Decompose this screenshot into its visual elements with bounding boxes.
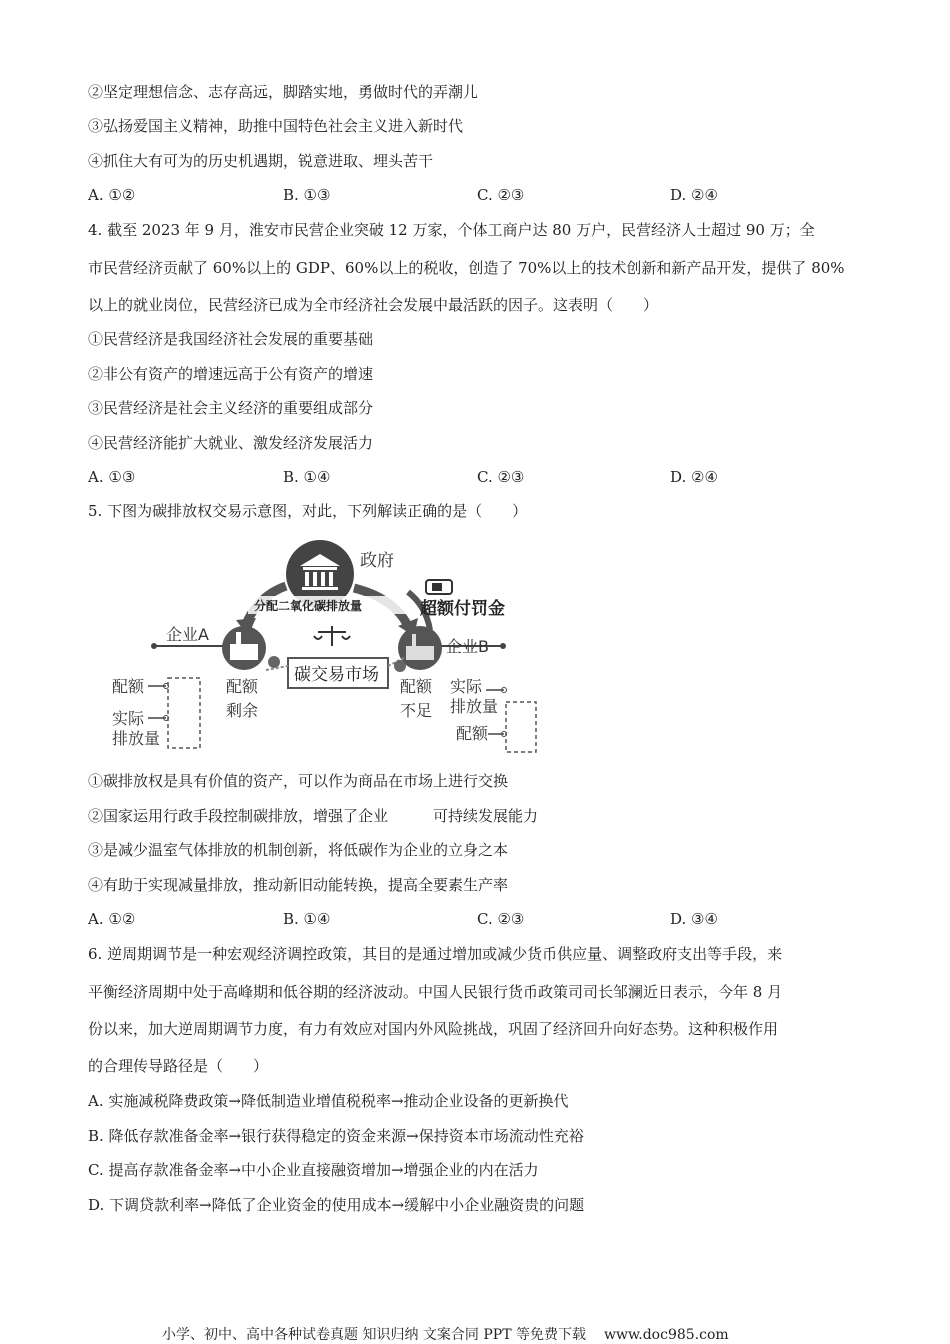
q6-option-a: A. 实施减税降费政策→降低制造业增值税税率→推动企业设备的更新换代 xyxy=(88,1092,569,1110)
quota-surplus-line-1: 配额 xyxy=(226,677,259,696)
q3-item-2: ②坚定理想信念、志存高远，脚踏实地，勇做时代的弄潮儿 xyxy=(88,83,479,101)
q4-item-1: ①民营经济是我国经济社会发展的重要基础 xyxy=(88,330,374,348)
page-footer xyxy=(162,1324,729,1344)
q6-option-d: D. 下调贷款利率→降低了企业资金的使用成本→缓解中小企业融资贵的问题 xyxy=(88,1196,585,1214)
q6-option-b: B. 降低存款准备金率→银行获得稳定的资金来源→保持资本市场流动性充裕 xyxy=(88,1127,584,1145)
q3-option-a: A. ①② xyxy=(88,186,136,204)
q6-stem-line-1: 6. 逆周期调节是一种宏观经济调控政策，其目的是通过增加或减少货币供应量、调整政府支出等手段，来 xyxy=(88,945,783,963)
carbon-market-label: 碳交易市场 xyxy=(294,665,379,685)
q5-option-c: C. ②③ xyxy=(477,910,525,928)
q5-option-a: A. ①② xyxy=(88,910,136,928)
left-bar xyxy=(168,678,200,748)
q4-item-3: ③民营经济是社会主义经济的重要组成部分 xyxy=(88,399,374,417)
left-actual-line-1: 实际 xyxy=(112,709,145,728)
q5-option-b: B. ①④ xyxy=(283,910,331,928)
q4-stem-line-2: 市民营经济贡献了 60%以上的 GDP、60%以上的税收，创造了 70%以上的技术创新和新产品开发，提供了 80% xyxy=(88,259,845,277)
q6-stem-line-3: 份以来，加大逆周期调节力度，有力有效应对国内外风险挑战，巩固了经济回升向好态势。这种积极作用 xyxy=(88,1020,779,1038)
q3-item-3: ③弘扬爱国主义精神，助推中国特色社会主义进入新时代 xyxy=(88,117,464,135)
left-actual-line-2: 排放量 xyxy=(112,729,161,748)
q4-item-4: ④民营经济能扩大就业、激发经济发展活力 xyxy=(88,434,374,452)
q3-option-c: C. ②③ xyxy=(477,186,525,204)
q5-item-2: ②国家运用行政手段控制碳排放，增强了企业 可持续发展能力 xyxy=(88,807,539,825)
q5-stem: 5. 下图为碳排放权交易示意图，对此，下列解读正确的是（ ） xyxy=(88,502,528,520)
q5-item-3: ③是减少温室气体排放的机制创新，将低碳作为企业的立身之本 xyxy=(88,841,509,859)
q3-item-4: ④抓住大有可为的历史机遇期，锐意进取、埋头苦干 xyxy=(88,152,434,170)
q4-option-c: C. ②③ xyxy=(477,468,525,486)
allocate-label: 分配二氧化碳排放量 xyxy=(254,599,363,613)
penalty-label: 超额付罚金 xyxy=(420,599,505,619)
right-actual-line-1: 实际 xyxy=(450,677,483,696)
right-quota-label: 配额 xyxy=(456,724,489,743)
q4-stem-line-1: 4. 截至 2023 年 9 月，淮安市民营企业突破 12 万家，个体工商户达 80 万户，民营经济人士超过 90 万；全 xyxy=(88,221,815,239)
right-actual-line-2: 排放量 xyxy=(450,697,499,716)
q3-option-d: D. ②④ xyxy=(670,186,718,204)
left-quota-label: 配额 xyxy=(112,677,145,696)
q4-stem-line-3: 以上的就业岗位，民营经济已成为全市经济社会发展中最活跃的因子。这表明（ ） xyxy=(88,296,659,314)
quota-surplus-line-2: 剩余 xyxy=(226,701,259,720)
q6-option-c: C. 提高存款准备金率→中小企业直接融资增加→增强企业的内在活力 xyxy=(88,1161,539,1179)
q4-option-a: A. ①③ xyxy=(88,468,136,486)
company-b-label: 企业B xyxy=(446,637,489,656)
q3-option-b: B. ①③ xyxy=(283,186,331,204)
q4-option-d: D. ②④ xyxy=(670,468,718,486)
q5-item-4: ④有助于实现减量排放，推动新旧动能转换，提高全要素生产率 xyxy=(88,876,509,894)
q4-item-2: ②非公有资产的增速远高于公有资产的增速 xyxy=(88,365,374,383)
government-label: 政府 xyxy=(360,551,394,571)
factory-a-icon xyxy=(222,626,266,670)
quota-short-line-1: 配额 xyxy=(400,677,433,696)
footer-text: 小学、初中、高中各种试卷真题 知识归纳 文案合同 PPT 等免费下载 xyxy=(162,1327,586,1343)
q5-option-d: D. ③④ xyxy=(670,910,718,928)
right-bar xyxy=(506,702,536,752)
quota-short-line-2: 不足 xyxy=(400,701,433,720)
money-icon xyxy=(426,580,452,594)
q6-stem-line-4: 的合理传导路径是（ ） xyxy=(88,1057,269,1075)
q4-option-b: B. ①④ xyxy=(283,468,331,486)
q6-stem-line-2: 平衡经济周期中处于高峰期和低谷期的经济波动。中国人民银行货币政策司司长邹澜近日表示，今年 8 月 xyxy=(88,983,783,1001)
scale-icon xyxy=(314,626,350,646)
carbon-trading-diagram xyxy=(108,536,548,758)
q5-item-1: ①碳排放权是具有价值的资产，可以作为商品在市场上进行交换 xyxy=(88,772,509,790)
company-a-label: 企业A xyxy=(166,625,209,644)
footer-url[interactable]: www.doc985.com xyxy=(603,1327,729,1343)
